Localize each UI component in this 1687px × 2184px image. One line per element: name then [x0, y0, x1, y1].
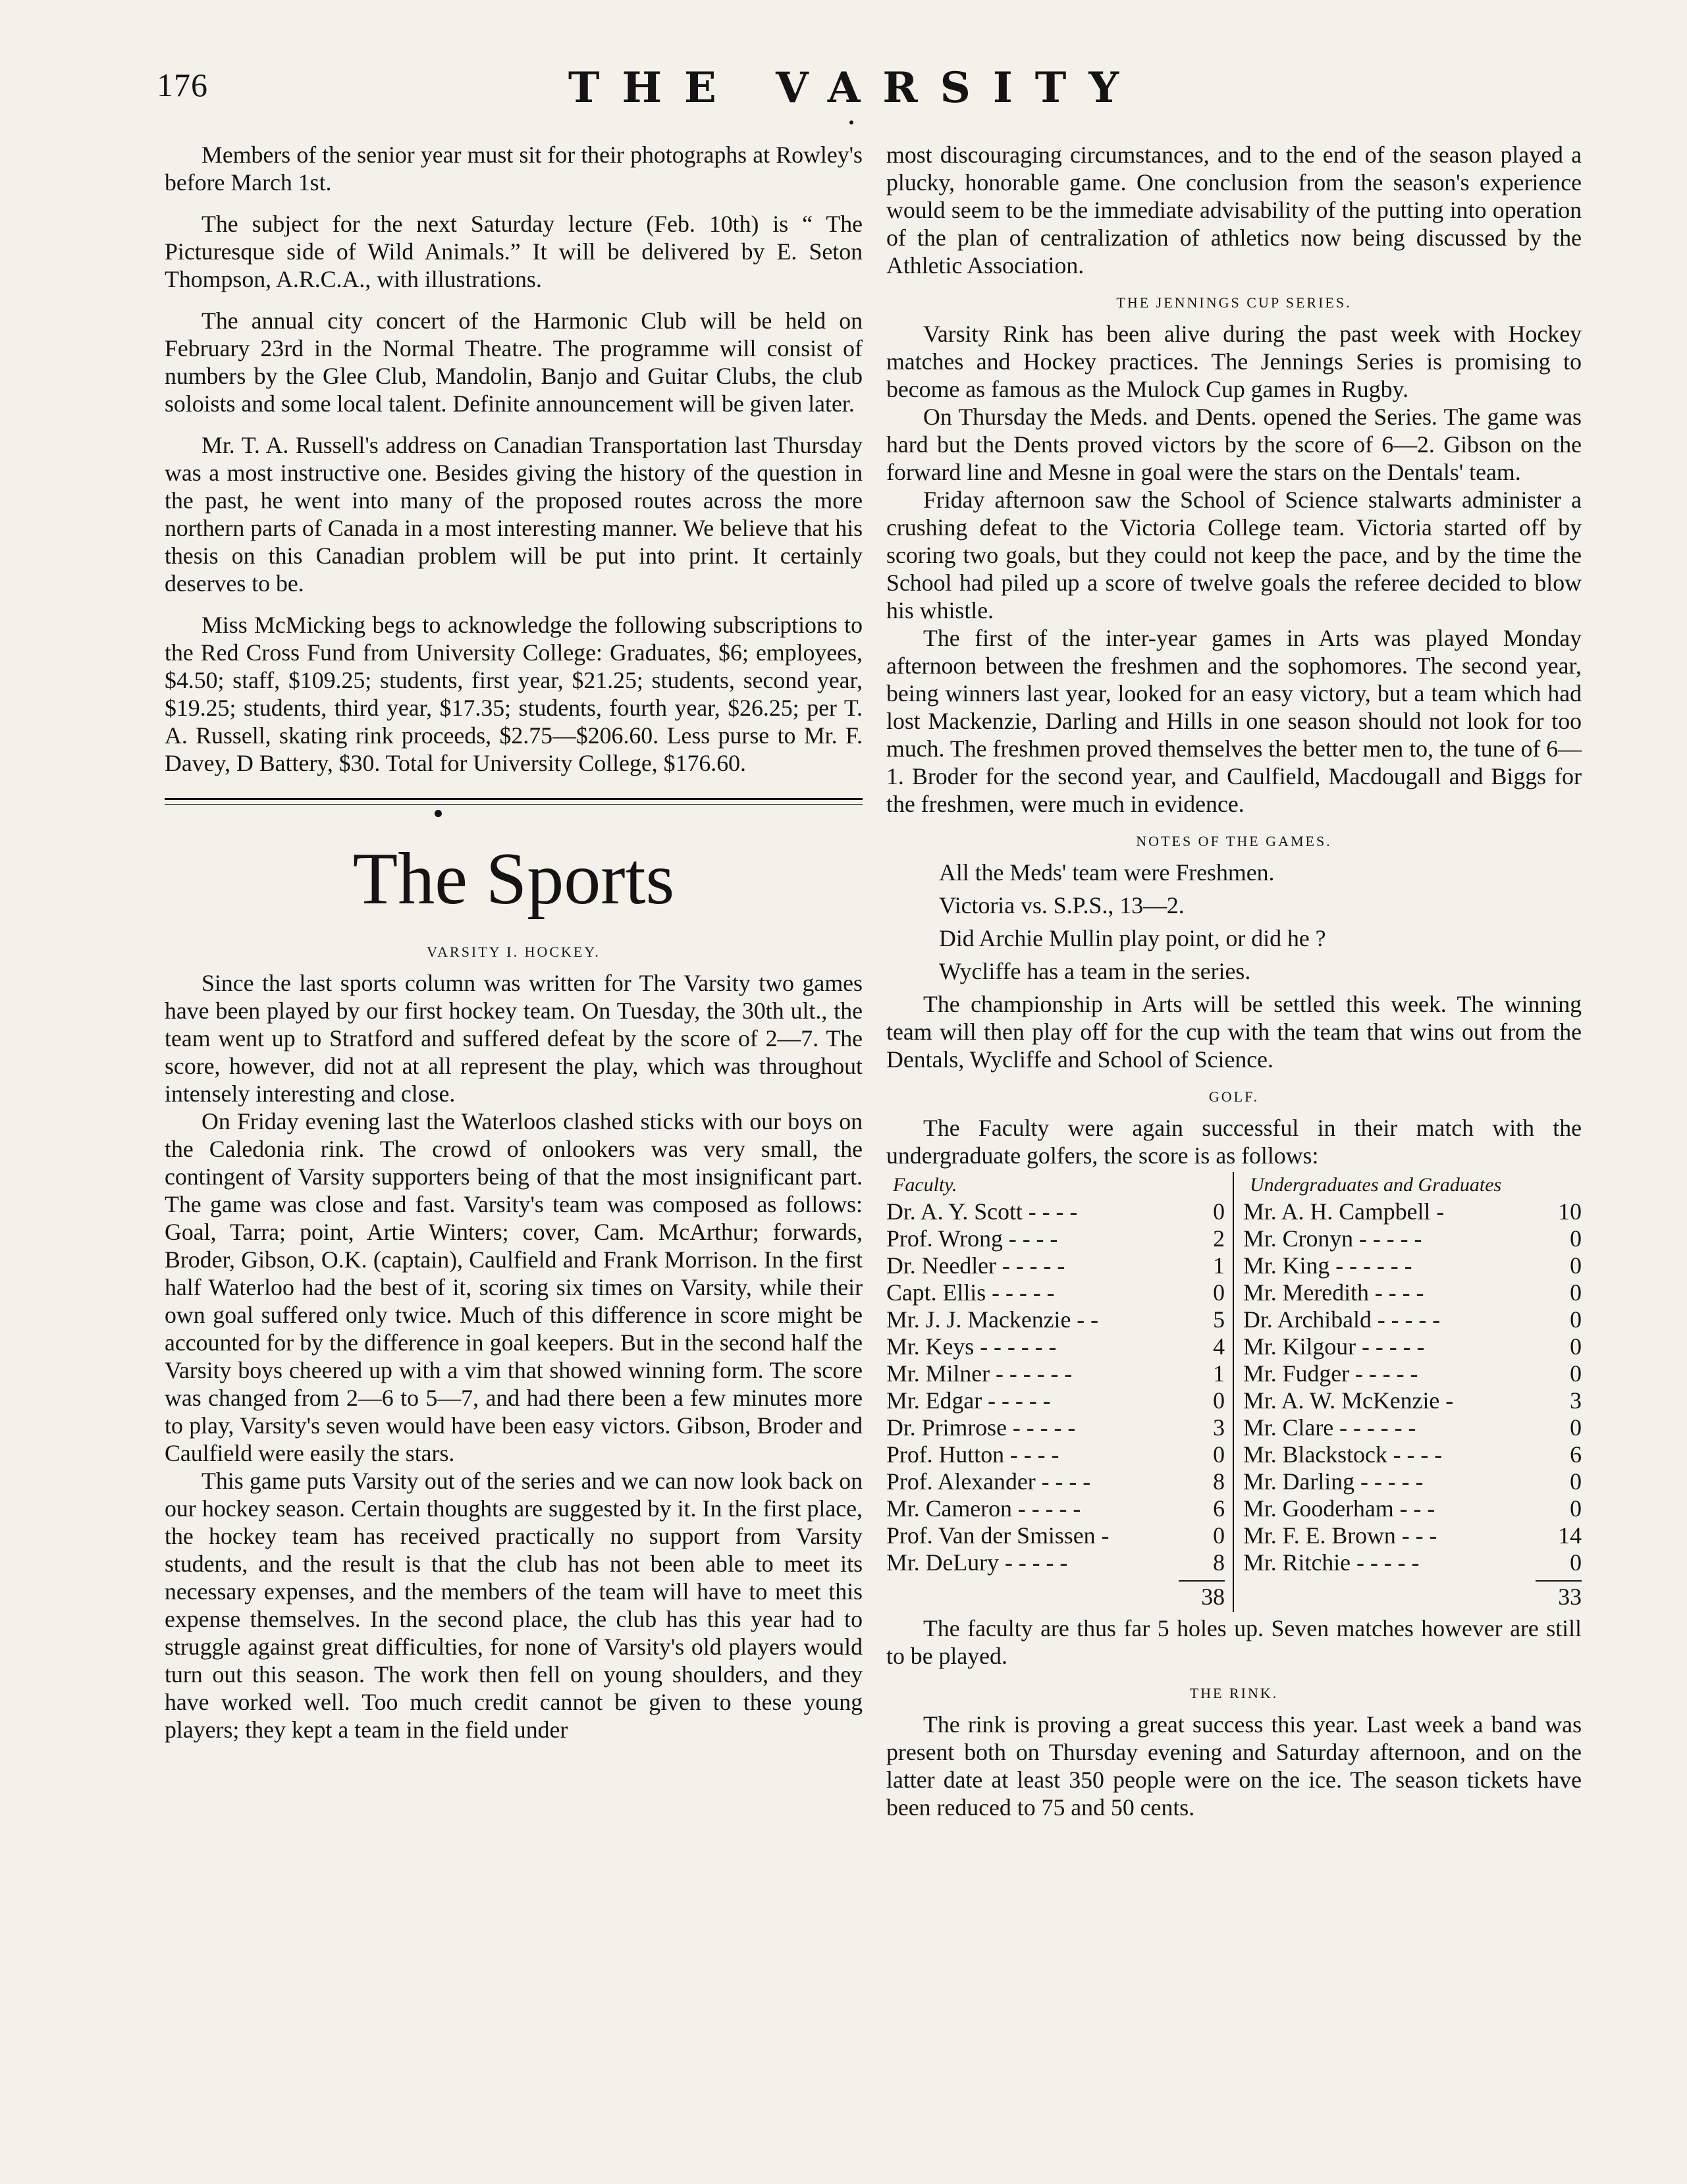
paragraph-jennings-3: Friday afternoon saw the School of Science stalwarts administer a crushing defeat to the Victoria College team. Victoria started off by scoring two goals, but they could not keep the pace, and by the time the School had piled up a score of twelve goals the referee decided to blow his whistle. [886, 487, 1582, 624]
player-name: Mr. Fudger - - - - - [1243, 1360, 1418, 1387]
player-score: 0 [1213, 1441, 1225, 1468]
player-score: 10 [1558, 1198, 1582, 1225]
golf-row [1243, 1495, 1582, 1522]
player-score: 0 [1570, 1468, 1582, 1495]
golf-row [886, 1468, 1225, 1495]
player-name: Mr. Blackstock - - - - [1243, 1441, 1443, 1468]
golf-row [1243, 1198, 1582, 1225]
player-score: 0 [1213, 1279, 1225, 1306]
player-name: Mr. Milner - - - - - - [886, 1360, 1073, 1387]
paragraph-golf-intro: The Faculty were again successful in their match with the undergraduate golfers, the score is as follows: [886, 1115, 1582, 1169]
paragraph-russell-address: Mr. T. A. Russell's address on Canadian Transportation last Thursday was a most instructive one. Besides giving the history of the question in the past, he went into many of the proposed routes across the more northern parts of Canada in a most interesting manner. We believe that his thesis on this Canadian problem will be put into print. It certainly deserves to be. [165, 432, 863, 597]
golf-row [1243, 1252, 1582, 1279]
golf-heading: GOLF. [1208, 1088, 1260, 1105]
golf-row [886, 1387, 1225, 1414]
paragraph-red-cross: Miss McMicking begs to acknowledge the following subscriptions to the Red Cross Fund from University College: Graduates, $6; employees, $4.50; staff, $109.25; students, first year, $21.25; students, second year, $19.25; students, third year, $17.35; students, fourth year, $26.25; per T. A. Russell, skating rink proceeds, $2.75—$206.60. Less purse to Mr. F. Davey, D Battery, $30. Total for University College, $176.60. [165, 612, 863, 776]
paragraph-hockey-3: This game puts Varsity out of the series and we can now look back on our hockey season. Certain thoughts are suggested by it. In the first place, the hockey team has received practically no support from Varsity students, and the result is that the club has not been able to meet its necessary expenses, and the members of the team will have to meet this expense themselves. In the second place, the club has this year had to struggle against great difficulties, for none of Varsity's old players would turn out this season. The work then fell on young shoulders, and they have worked well. Too much credit cannot be given to these young players; they kept a team in the field under [165, 1468, 863, 1743]
golf-row [886, 1198, 1225, 1225]
player-score: 0 [1570, 1306, 1582, 1333]
player-name: Mr. Cronyn - - - - - [1243, 1225, 1422, 1252]
player-score: 0 [1213, 1198, 1225, 1225]
golf-row [1243, 1387, 1582, 1414]
player-score: 14 [1558, 1522, 1582, 1549]
player-name: Prof. Wrong - - - - [886, 1225, 1058, 1252]
player-score: 6 [1570, 1441, 1582, 1468]
sports-section-title: The Sports [352, 838, 675, 920]
golf-row [1243, 1468, 1582, 1495]
player-score: 0 [1570, 1360, 1582, 1387]
player-name: Capt. Ellis - - - - - [886, 1279, 1055, 1306]
player-name: Mr. F. E. Brown - - - [1243, 1522, 1437, 1549]
masthead-title: THE VARSITY [568, 63, 1142, 113]
player-name: Dr. Primrose - - - - - [886, 1414, 1076, 1441]
paragraph-championship: The championship in Arts will be settled this week. The winning team will then play off for the cup with the team that wins out from the Dentals, Wycliffe and School of Science. [886, 991, 1582, 1073]
golf-row [886, 1522, 1225, 1549]
right-column [886, 141, 1582, 1821]
player-name: Mr. King - - - - - - [1243, 1252, 1412, 1279]
golf-row [886, 1333, 1225, 1360]
paragraph-hockey-2: On Friday evening last the Waterloos clashed sticks with our boys on the Caledonia rink. The crowd of onlookers was very small, the contingent of Varsity supporters being of that the most insignificant part. The game was close and fast. Varsity's team was composed as follows: Goal, Tarra; point, Artie Winters; cover, Cam. McArthur; forwards, Broder, Gibson, O.K. (captain), Caulfield and Frank Morrison. In the first half Waterloo had the best of it, scoring six times on Varsity, while their own goal suffered only twice. Much of this difference in score might be accounted for by the difference in goal keepers. But in the second half the Varsity boys cheered up with a vim that showed winning form. The score was changed from 2—6 to 5—7, and had there been a few minutes more to play, Varsity's seven would have been easy victors. Gibson, Broder and Caulfield were easily the stars. [165, 1108, 863, 1466]
player-name: Dr. Needler - - - - - [886, 1252, 1065, 1279]
faculty-column [886, 1172, 1234, 1612]
player-name: Mr. Ritchie - - - - - [1243, 1549, 1420, 1576]
faculty-total: 38 [1179, 1580, 1225, 1612]
paragraph-photographs: Members of the senior year must sit for their photographs at Rowley's before March 1st. [165, 142, 863, 196]
player-score: 5 [1213, 1306, 1225, 1333]
player-name: Mr. Edgar - - - - - [886, 1387, 1051, 1414]
player-score: 1 [1213, 1360, 1225, 1387]
player-name: Mr. Kilgour - - - - - [1243, 1333, 1425, 1360]
player-name: Prof. Hutton - - - - [886, 1441, 1059, 1468]
note-item: All the Meds' team were Freshmen. [939, 859, 1275, 886]
player-score: 0 [1570, 1333, 1582, 1360]
player-name: Mr. J. J. Mackenzie - - [886, 1306, 1099, 1333]
player-name: Mr. A. H. Campbell - [1243, 1198, 1445, 1225]
player-score: 1 [1213, 1252, 1225, 1279]
note-item: Wycliffe has a team in the series. [939, 958, 1251, 984]
player-name: Mr. Clare - - - - - - [1243, 1414, 1416, 1441]
left-column [165, 141, 863, 1744]
page-number: 176 [157, 67, 208, 103]
player-name: Mr. Keys - - - - - - [886, 1333, 1057, 1360]
golf-row [1243, 1306, 1582, 1333]
undergrad-total: 33 [1536, 1580, 1582, 1612]
player-score: 6 [1213, 1495, 1225, 1522]
golf-row [886, 1441, 1225, 1468]
undergrad-column [1234, 1172, 1582, 1612]
player-name: Dr. A. Y. Scott - - - - [886, 1198, 1078, 1225]
player-score: 0 [1570, 1252, 1582, 1279]
golf-row [1243, 1414, 1582, 1441]
player-score: 2 [1213, 1225, 1225, 1252]
golf-row [886, 1279, 1225, 1306]
player-score: 0 [1570, 1495, 1582, 1522]
note-item: Did Archie Mullin play point, or did he ? [939, 925, 1326, 951]
player-name: Dr. Archibald - - - - - [1243, 1306, 1441, 1333]
golf-row [1243, 1279, 1582, 1306]
player-name: Mr. DeLury - - - - - [886, 1549, 1068, 1576]
player-score: 8 [1213, 1468, 1225, 1495]
paragraph-hockey-continued: most discouraging circumstances, and to the end of the season played a plucky, honorable game. One conclusion from the season's experience would seem to be the immediate advisability of the putting into operation of the plan of centralization of athletics now being discussed by the Athletic Association. [886, 142, 1582, 279]
player-score: 0 [1213, 1522, 1225, 1549]
masthead-ornament [849, 120, 853, 124]
player-score: 3 [1213, 1414, 1225, 1441]
note-item: Victoria vs. S.P.S., 13—2. [939, 892, 1185, 919]
golf-row [886, 1495, 1225, 1522]
faculty-header: Faculty. [893, 1174, 957, 1196]
player-name: Mr. Meredith - - - - [1243, 1279, 1424, 1306]
golf-row [1243, 1333, 1582, 1360]
paragraph-jennings-1: Varsity Rink has been alive during the past week with Hockey matches and Hockey practices. The Jennings Series is promising to become as famous as the Mulock Cup games in Rugby. [886, 321, 1582, 402]
hockey-heading: VARSITY I. HOCKEY. [427, 944, 601, 960]
jennings-heading: THE JENNINGS CUP SERIES. [1116, 294, 1352, 311]
golf-row [1243, 1549, 1582, 1576]
player-name: Prof. Van der Smissen - [886, 1522, 1110, 1549]
rink-heading: THE RINK. [1189, 1685, 1279, 1701]
player-score: 3 [1570, 1387, 1582, 1414]
player-score: 0 [1213, 1387, 1225, 1414]
player-score: 8 [1213, 1549, 1225, 1576]
player-name: Mr. A. W. McKenzie - [1243, 1387, 1454, 1414]
golf-row [886, 1360, 1225, 1387]
paragraph-jennings-4: The first of the inter-year games in Arts was played Monday afternoon between the freshmen and the sophomores. The second year, being winners last year, looked for an easy victory, but a team which had lost Mackenzie, Darling and Hills in one season should not look for too much. The freshmen proved themselves the better men to, the tune of 6—1. Broder for the second year, and Caulfield, Macdougall and Biggs for the freshmen, were much in evidence. [886, 625, 1582, 817]
paragraph-hockey-1: Since the last sports column was written for The Varsity two games have been played by our first hockey team. On Tuesday, the 30th ult., the team went up to Stratford and suffered defeat by the score of 2—7. The score, however, did not at all represent the play, which was throughout intensely interesting and close. [165, 970, 863, 1107]
undergrad-header: Undergraduates and Graduates [1250, 1174, 1502, 1196]
golf-row [886, 1414, 1225, 1441]
player-score: 4 [1213, 1333, 1225, 1360]
golf-row [886, 1549, 1225, 1576]
player-name: Mr. Darling - - - - - [1243, 1468, 1424, 1495]
golf-row [886, 1306, 1225, 1333]
golf-row [1243, 1522, 1582, 1549]
paragraph-jennings-2: On Thursday the Meds. and Dents. opened the Series. The game was hard but the Dents proved victors by the score of 6—2. Gibson on the forward line and Mesne in goal were the stars on the Dentals' team. [886, 404, 1582, 485]
golf-row [886, 1225, 1225, 1252]
player-score: 0 [1570, 1414, 1582, 1441]
player-name: Mr. Cameron - - - - - [886, 1495, 1081, 1522]
golf-row [1243, 1225, 1582, 1252]
player-score: 0 [1570, 1549, 1582, 1576]
paragraph-rink: The rink is proving a great success this year. Last week a band was present both on Thursday evening and Saturday afternoon, and on the latter date at least 350 people were on the ice. The season tickets have been reduced to 75 and 50 cents. [886, 1711, 1582, 1821]
section-divider [165, 793, 863, 814]
golf-row [1243, 1441, 1582, 1468]
player-score: 0 [1570, 1225, 1582, 1252]
paragraph-harmonic-club: The annual city concert of the Harmonic Club will be held on February 23rd in the Normal Theatre. The programme will consist of numbers by the Glee Club, Mandolin, Banjo and Guitar Clubs, the club soloists and some local talent. Definite announcement will be given later. [165, 307, 863, 417]
notes-list [886, 859, 1582, 985]
golf-row [1243, 1360, 1582, 1387]
player-score: 0 [1570, 1279, 1582, 1306]
golf-row [886, 1252, 1225, 1279]
player-name: Mr. Gooderham - - - [1243, 1495, 1435, 1522]
golf-score-table [886, 1172, 1582, 1612]
player-name: Prof. Alexander - - - - [886, 1468, 1091, 1495]
paragraph-lecture: The subject for the next Saturday lecture (Feb. 10th) is “ The Picturesque side of Wild Animals.” It will be delivered by E. Seton Thompson, A.R.C.A., with illustrations. [165, 211, 863, 292]
paragraph-golf-result: The faculty are thus far 5 holes up. Seven matches however are still to be played. [886, 1615, 1582, 1669]
notes-heading: NOTES OF THE GAMES. [1136, 833, 1332, 849]
